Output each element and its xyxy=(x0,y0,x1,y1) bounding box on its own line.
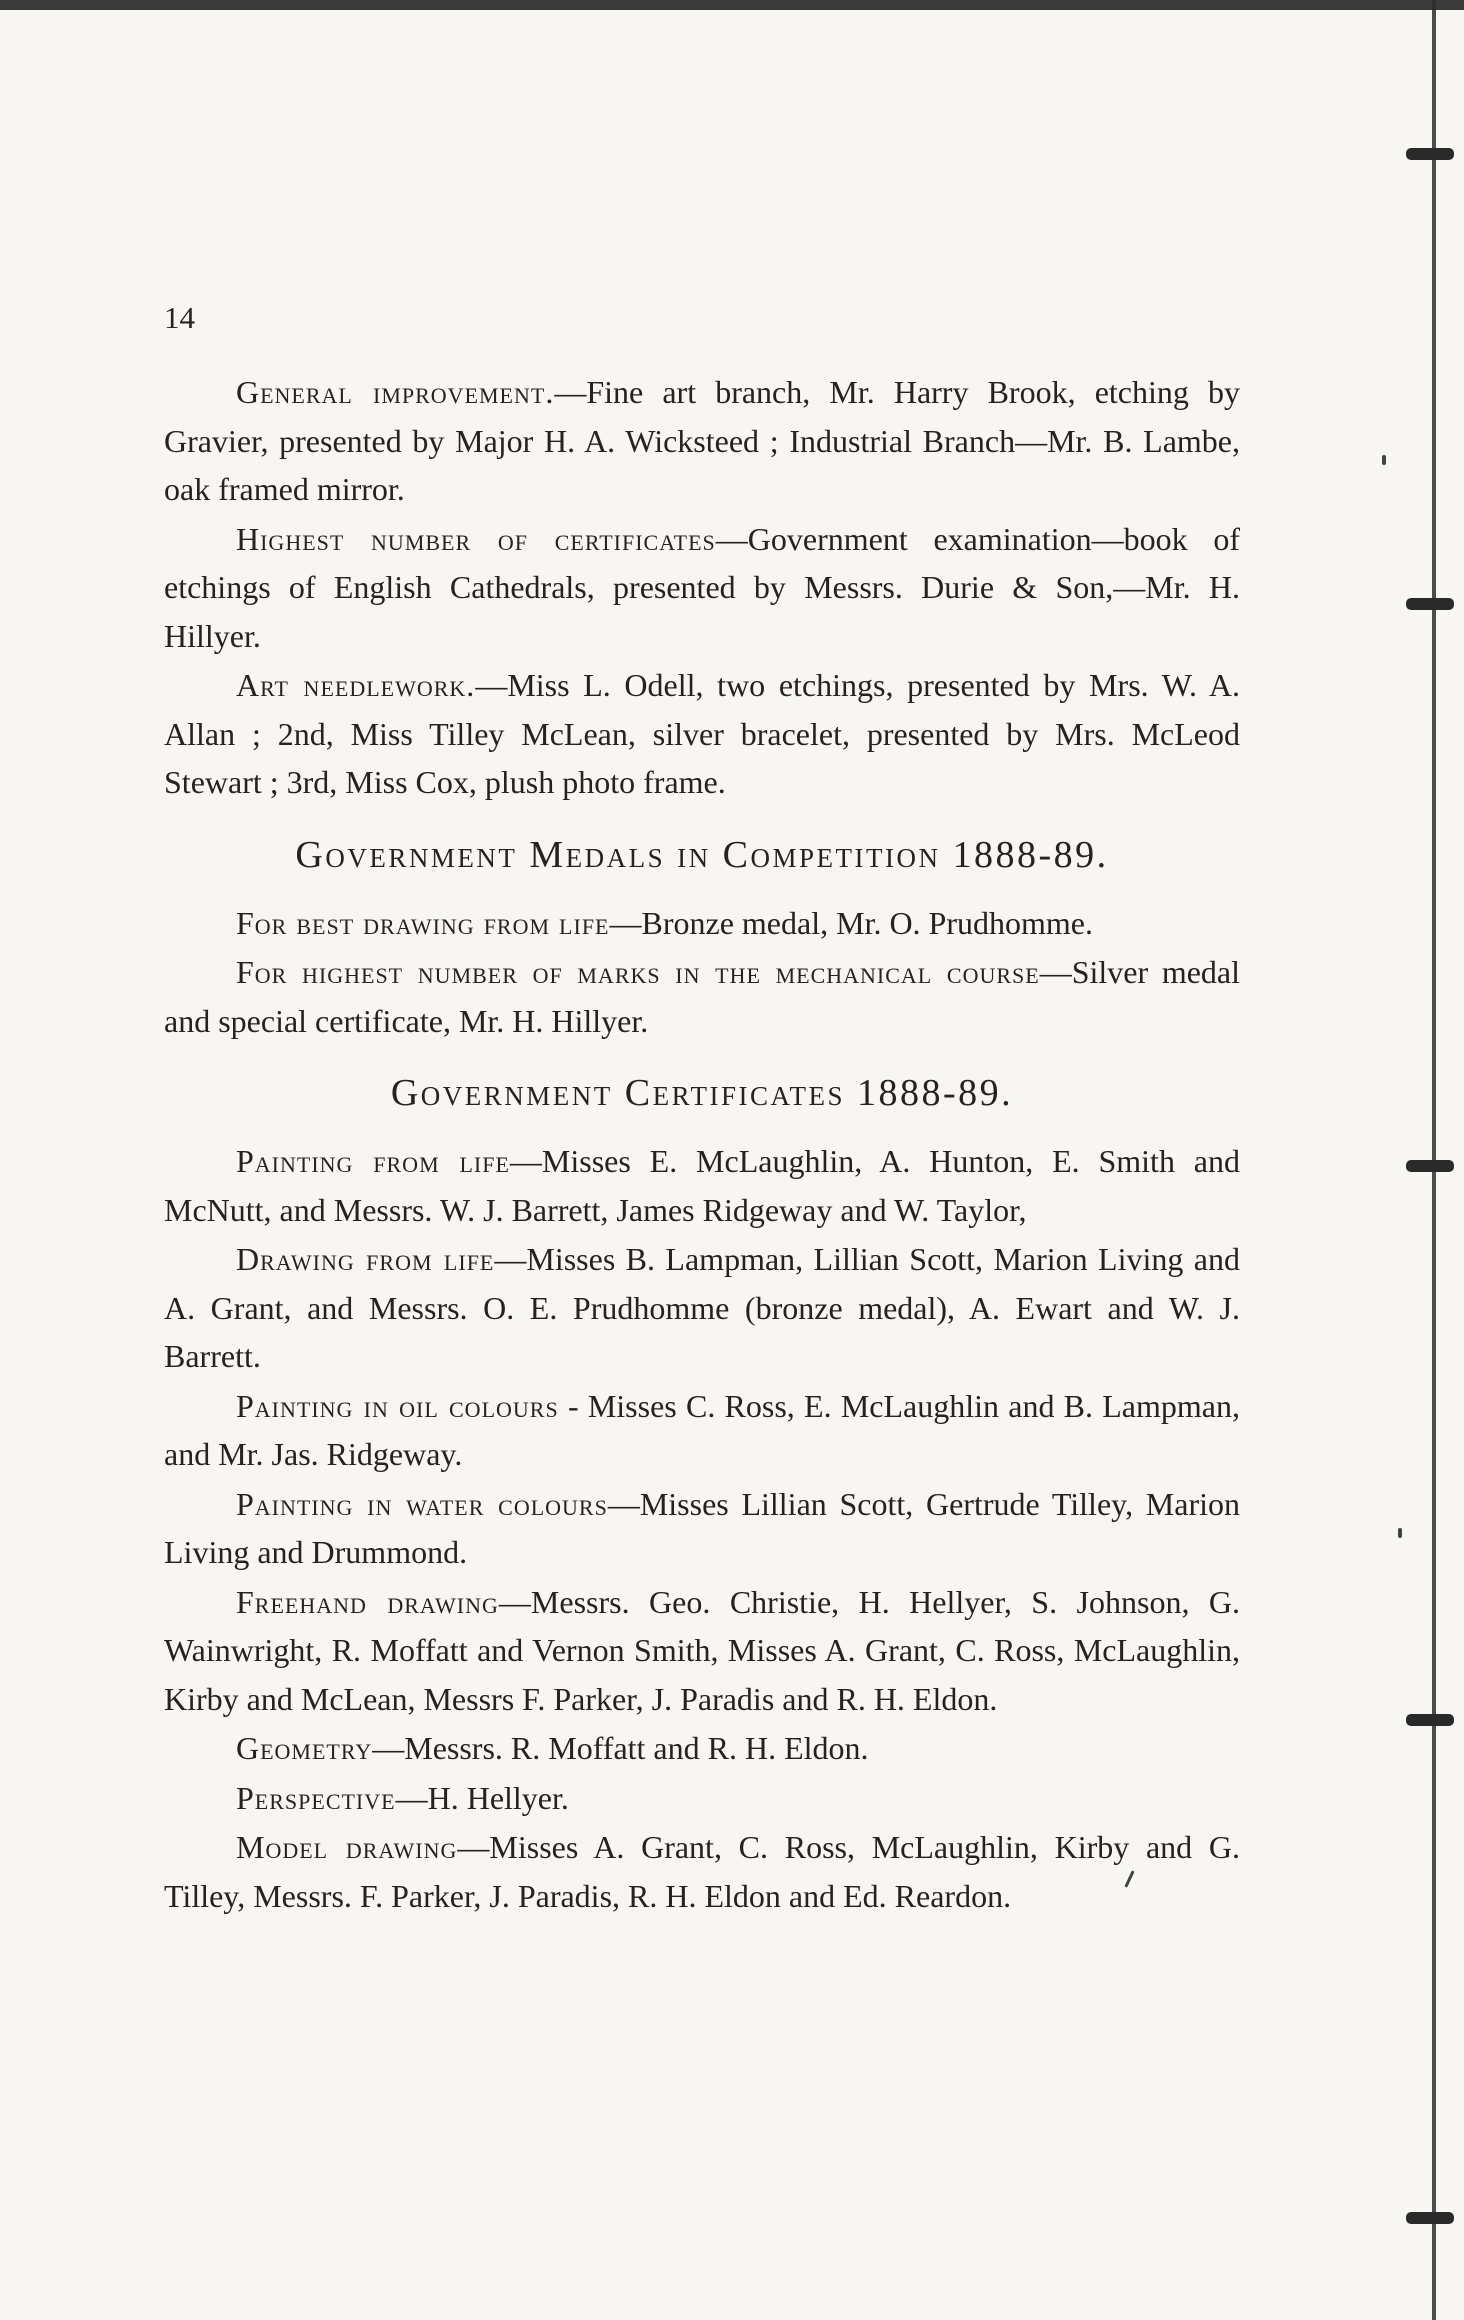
award-label: General improvement. xyxy=(236,374,555,410)
certificate-label: Painting from life xyxy=(236,1143,510,1179)
certificate-text: —H. Hellyer. xyxy=(395,1779,569,1816)
award-text: —Miss L. Odell, two etchings, presented by Mrs. W. A. Allan ; 2nd, Miss Tilley McLean, silver bracelet, presented by Mrs. McLeod Stewart ; 3rd, Miss Cox, plush photo frame. xyxy=(164,667,1240,800)
paper-speck xyxy=(1398,1528,1402,1538)
award-text: —Fine art branch, Mr. Harry Brook, etching by Gravier, presented by Major H. A. Wicksteed ; Industrial Branch—Mr. B. Lambe, oak framed mirror. xyxy=(164,374,1240,507)
certificate-entry xyxy=(164,1774,1240,1823)
medal-entry xyxy=(164,899,1240,948)
medal-text: —Bronze medal, Mr. O. Prudhomme. xyxy=(609,904,1093,941)
binding-stitch xyxy=(1406,2212,1454,2224)
medals-heading: Government Medals in Competition 1888-89. xyxy=(295,833,1109,876)
awards-list xyxy=(164,368,1240,807)
medal-entry xyxy=(164,948,1240,1045)
certificate-label: Drawing from life xyxy=(236,1241,495,1277)
binding-stitch xyxy=(1406,1714,1454,1726)
medals-list xyxy=(164,899,1240,1046)
page-number: 14 xyxy=(164,300,195,335)
page-body xyxy=(164,368,1240,1921)
certificate-text: —Misses B. Lampman, Lillian Scott, Marion Living and A. Grant, and Messrs. O. E. Prudhomme (bronze medal), A. Ewart and W. J. Barrett. xyxy=(164,1241,1240,1374)
certificate-entry xyxy=(164,1137,1240,1234)
certificate-label: Painting in oil colours xyxy=(236,1387,559,1424)
certificates-list xyxy=(164,1137,1240,1920)
award-label: Highest number of certificates xyxy=(236,520,716,557)
certificate-text: —Messrs. R. Moffatt and R. H. Eldon. xyxy=(372,1730,869,1766)
certificate-entry xyxy=(164,1823,1240,1920)
certificate-entry xyxy=(164,1724,1240,1773)
binding-stitch xyxy=(1406,148,1454,160)
certificate-text: —Messrs. Geo. Christie, H. Hellyer, S. Johnson, G. Wainwright, R. Moffatt and Vernon Smith, Misses A. Grant, C. Ross, McLaughlin, Kirby and McLean, Messrs F. Parker, J. Paradis and R. H. Eldon. xyxy=(164,1583,1241,1717)
certificate-entry xyxy=(164,1578,1240,1724)
page-top-edge xyxy=(0,0,1464,10)
binding-stitch xyxy=(1406,1160,1454,1172)
award-text: —Government examination—book of etchings of English Cathedrals, presented by Messrs. Durie & Son,—Mr. H. Hillyer. xyxy=(164,520,1240,654)
certificate-label: Model drawing xyxy=(236,1829,458,1865)
medal-text: —Silver medal and special certificate, Mr. H. Hillyer. xyxy=(164,954,1241,1039)
medal-label: For highest number of marks in the mechanical course xyxy=(236,954,1040,990)
certificate-label: Freehand drawing xyxy=(236,1583,499,1620)
paper-speck xyxy=(1382,455,1386,465)
certificate-text: - Misses C. Ross, E. McLaughlin and B. Lampman, and Mr. Jas. Ridgeway. xyxy=(164,1387,1240,1472)
award-entry xyxy=(164,661,1240,807)
certificate-entry xyxy=(164,1235,1240,1381)
award-entry xyxy=(164,515,1240,661)
binding-stitch xyxy=(1406,598,1454,610)
certificate-label: Geometry xyxy=(236,1730,373,1766)
medal-label: For best drawing from life xyxy=(236,904,610,941)
certificate-entry xyxy=(164,1480,1240,1577)
certificate-text: —Misses Lillian Scott, Gertrude Tilley, Marion Living and Drummond. xyxy=(164,1485,1240,1570)
certificate-label: Perspective xyxy=(236,1779,396,1816)
award-label: Art needlework. xyxy=(236,667,476,703)
certificate-text: —Misses A. Grant, C. Ross, McLaughlin, Kirby and G. Tilley, Messrs. F. Parker, J. Paradis, R. H. Eldon and Ed. Reardon. xyxy=(164,1829,1240,1914)
award-entry xyxy=(164,368,1240,514)
certificate-text: —Misses E. McLaughlin, A. Hunton, E. Smith and McNutt, and Messrs. W. J. Barrett, James Ridgeway and W. Taylor, xyxy=(164,1143,1240,1228)
certificates-heading: Government Certificates 1888-89. xyxy=(390,1072,1014,1114)
certificate-label: Painting in water colours xyxy=(236,1485,608,1522)
certificate-entry xyxy=(164,1382,1240,1479)
